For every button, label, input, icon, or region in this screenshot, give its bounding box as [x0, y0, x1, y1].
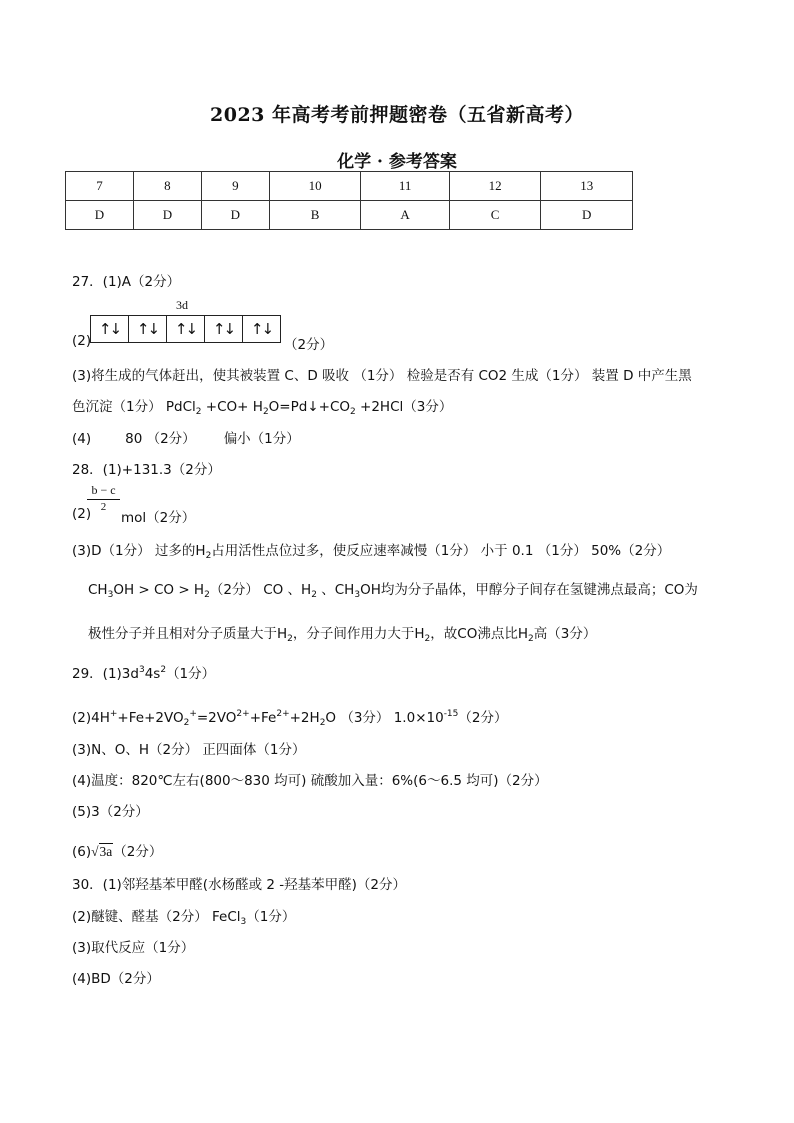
orbital-box: ↑↓ — [167, 316, 205, 342]
question-number-cell: 9 — [201, 172, 269, 201]
text-segment: OH均为分子晶体，甲醇分子间存在氢键沸点最高；CO为 — [360, 582, 698, 598]
text-segment: （2分） — [113, 844, 163, 860]
answer-row — [66, 201, 633, 230]
question-number-cell: 8 — [133, 172, 201, 201]
text-segment: 80 （2分） — [125, 431, 196, 447]
text-segment: 极性分子并且相对分子质量大于H — [88, 626, 288, 642]
text-segment: （1分） — [246, 909, 296, 925]
text-segment: 高（3分） — [533, 626, 597, 642]
q27-line-2-prefix: (2) — [72, 333, 92, 349]
q30-line-2: (2)醚键、醛基（2分） FeCl$_3$（1分） — [72, 909, 296, 927]
text-segment: +Fe — [249, 710, 277, 726]
text-segment: =2VO — [196, 710, 237, 726]
text-segment: 偏小（1分） — [223, 431, 300, 447]
question-number-row — [66, 172, 633, 201]
text-segment: 29．(1)3d — [72, 666, 139, 682]
sqrt-icon: √ — [91, 844, 99, 859]
text-segment: ，分子间作用力大于H — [292, 626, 425, 642]
answer-cell: A — [361, 201, 449, 230]
orbital-box: ↑↓ — [205, 316, 243, 342]
q28-line-3: (3)D（1分） 过多的$H_2$占用活性点位过多，使反应速率减慢（1分） 小于 0.1 （1分） 50%（2分） — [72, 543, 671, 561]
q29-line-3: (3)N、O、H（2分） 正四面体（1分） — [72, 742, 306, 758]
text-segment: (3)D（1分） 过多的H — [72, 543, 206, 559]
orbital-diagram — [90, 315, 281, 343]
question-number-cell: 7 — [66, 172, 134, 201]
answer-cell: B — [269, 201, 361, 230]
orbital-label: 3d — [176, 298, 188, 312]
text-segment: +2HCl（3分） — [355, 399, 453, 415]
text-segment: (6) — [72, 844, 92, 860]
q30-line-4: (4)BD（2分） — [72, 971, 160, 987]
q30-line-3: (3)取代反应（1分） — [72, 940, 195, 956]
sqrt-expression — [91, 844, 113, 860]
text-segment: +CO+ H — [201, 399, 263, 415]
text-segment: +Fe+2VO — [117, 710, 184, 726]
text-segment: O=Pd↓+CO — [268, 399, 350, 415]
sqrt-radicand: 3a — [99, 844, 113, 859]
text-segment: +2H — [289, 710, 320, 726]
text-segment: OH > CO > H — [113, 582, 205, 598]
q30-line-1: 30．(1)邻羟基苯甲醛(水杨醛或 2 -羟基苯甲醛)（2分） — [72, 877, 406, 893]
text-segment: 、CH — [316, 582, 355, 598]
text-segment: (2)4H — [72, 710, 110, 726]
text-segment: （2分） CO 、H — [209, 582, 312, 598]
q27-line-5 — [72, 427, 300, 447]
q28-line-2-rest: mol（2分） — [121, 510, 196, 526]
text-segment: (2)醚键、醛基（2分） FeCl — [72, 909, 241, 925]
q27-line-4: 色沉淀（1分） PdCl$_2$ $+CO+ H_2O=Pd↓+CO_2 +2HCl(3$分） — [72, 399, 453, 417]
text-segment: (4) — [72, 431, 92, 447]
orbital-box: ↑↓ — [129, 316, 167, 342]
answer-cell: D — [66, 201, 134, 230]
question-number-cell: 12 — [449, 172, 541, 201]
answer-cell: D — [541, 201, 633, 230]
fraction — [87, 483, 120, 513]
question-number-cell: 11 — [361, 172, 449, 201]
orbital-box: ↑↓ — [250, 320, 273, 338]
q29-line-6 — [72, 840, 162, 860]
q28-line-1: 28．(1)+131.3（2分） — [72, 462, 221, 478]
text-segment: 色沉淀（1分） PdCl — [72, 399, 196, 415]
q27-line-3: (3)将生成的气体赶出，使其被装置 C、D 吸收 （1分） 检验是否有 CO2 生成（1分） 装置 D 中产生黑 — [72, 368, 692, 384]
q29-line-5: (5)3（2分） — [72, 804, 149, 820]
text-segment: ，故CO沸点比H — [430, 626, 528, 642]
q27-line-1: 27．(1)A（2分） — [72, 274, 181, 290]
page-title: 2023 年高考考前押题密卷（五省新高考） — [210, 104, 584, 126]
q29-line-2: $(2)4H^++Fe+2VO_2^+=2VO^{2+}+Fe^{2+}+2H_2O$ （3分） $1.0\times 10^{-15}(2$分） — [72, 709, 508, 728]
q28-line-4: $CH_3OH$ > CO > $H_2(2$分） CO 、$H_2$ 、$CH_3OH$均为分子晶体，甲醇分子间存在氢键沸点最高；CO为 — [88, 582, 698, 600]
fraction-numerator: b − c — [87, 483, 120, 500]
answer-cell: D — [133, 201, 201, 230]
text-segment: CH — [88, 582, 108, 598]
q29-line-4: (4)温度：820℃左右(800～830 均可) 硫酸加入量：6%(6～6.5 均可)（2分） — [72, 773, 548, 789]
fraction-denominator: 2 — [100, 501, 107, 513]
text-segment: 4s — [144, 666, 161, 682]
answer-table — [65, 171, 633, 230]
text-segment: 占用活性点位过多，使反应速率减慢（1分） 小于 0.1 （1分） 50%（2分） — [211, 543, 671, 559]
answer-cell: C — [449, 201, 541, 230]
q29-line-1: 29．$(1)3d^34s^2(1$分） — [72, 665, 216, 682]
q28-line-5: 极性分子并且相对分子质量大于$H_2$，分子间作用力大于$H_2$，故CO沸点比$H_2$高（3分） — [88, 626, 597, 644]
q27-line-2-score: （2分） — [284, 337, 334, 353]
question-number-cell: 13 — [541, 172, 633, 201]
q28-line-2-prefix: (2) — [72, 506, 92, 522]
orbital-box: ↑↓ — [91, 316, 129, 342]
answer-cell: D — [201, 201, 269, 230]
text-segment: （1分） — [166, 666, 216, 682]
question-number-cell: 10 — [269, 172, 361, 201]
text-segment: （2分） — [458, 710, 508, 726]
text-segment: O （3分） 1.0×10 — [325, 710, 444, 726]
page-subtitle: 化学 · 参考答案 — [337, 152, 457, 172]
